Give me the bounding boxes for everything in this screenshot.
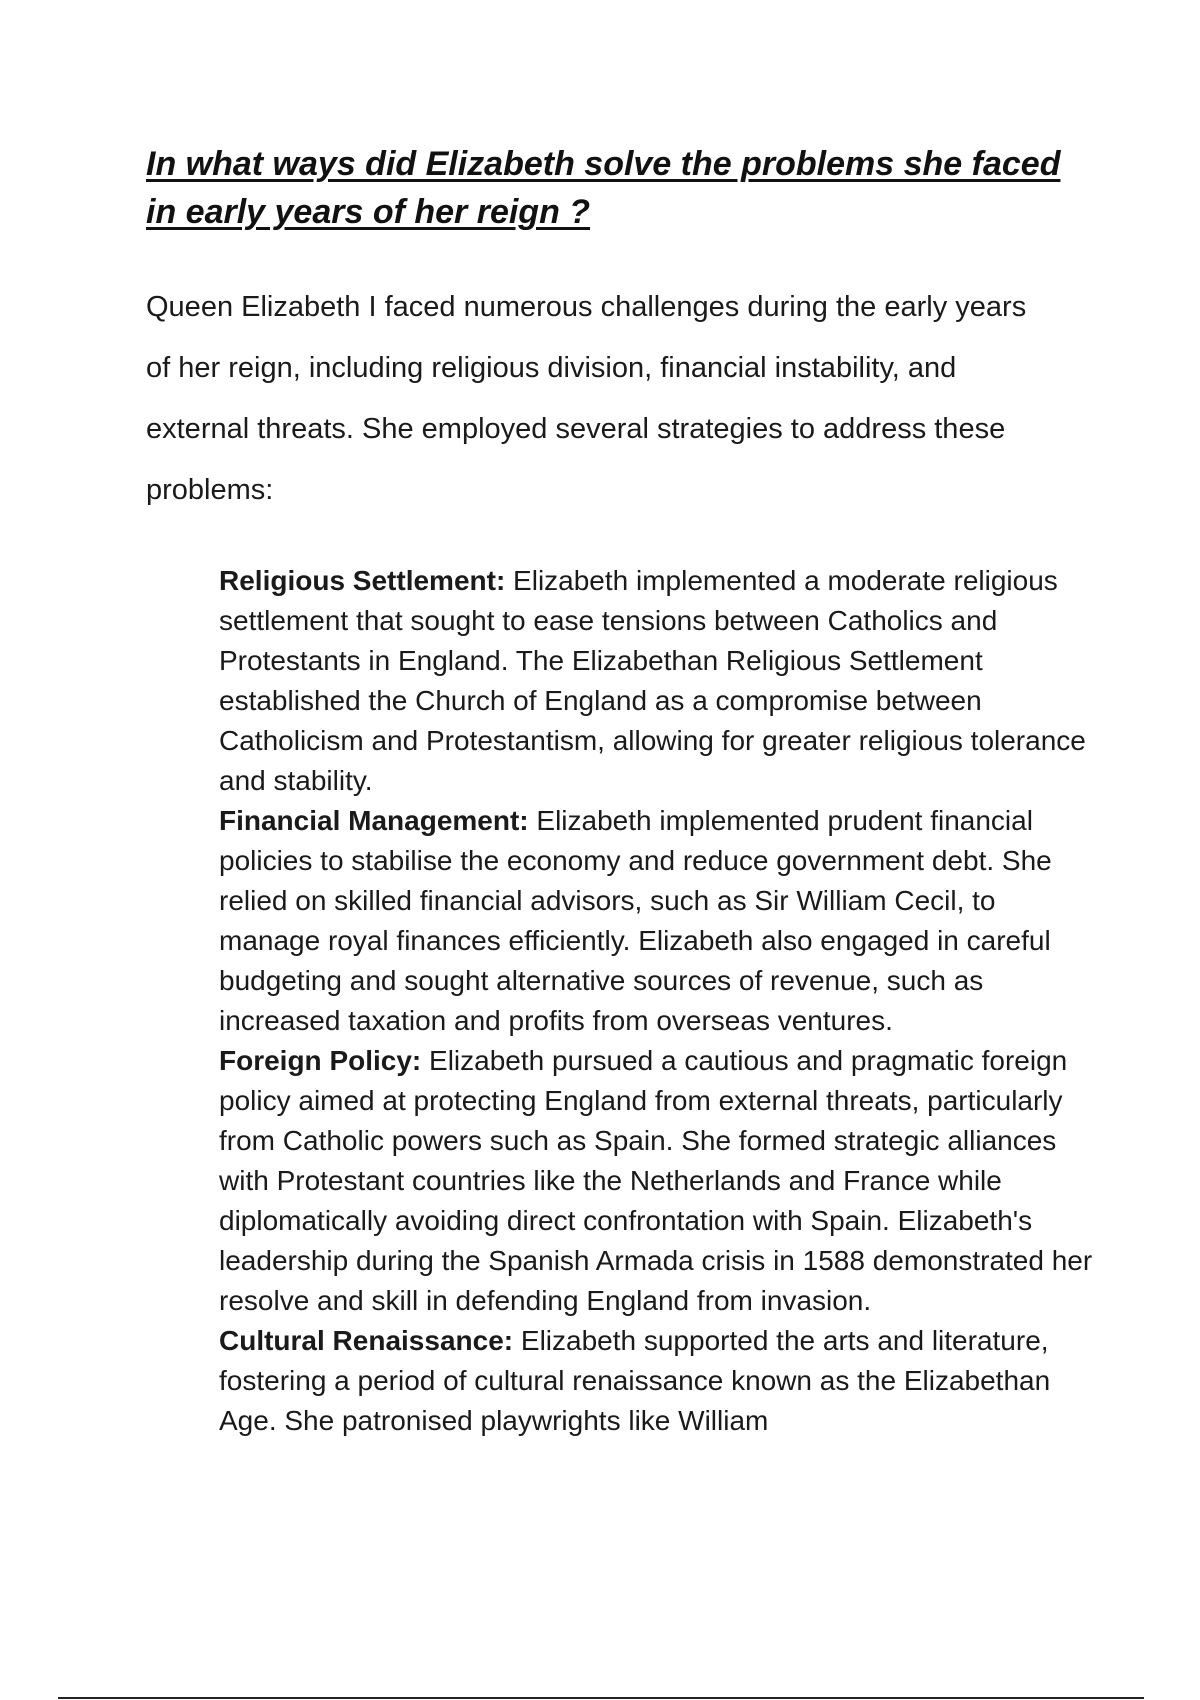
strategy-list — [219, 561, 1099, 1441]
page-bottom-rule — [58, 1697, 1144, 1699]
strategy-heading: Foreign Policy: — [219, 1045, 422, 1076]
strategy-text: Elizabeth supported the arts and literature, fostering a period of cultural renaissance known as the Elizabethan Age. She patronised playwrights like William — [219, 1325, 1051, 1436]
strategy-item-religious-settlement — [219, 561, 1099, 801]
strategy-text: Elizabeth implemented prudent financial policies to stabilise the economy and reduce government debt. She relied on skilled financial advisors, such as Sir William Cecil, to manage royal finances efficiently. Elizabeth also engaged in careful budgeting and sought alternative sources of revenue, such as increased taxation and profits from overseas ventures. — [219, 805, 1052, 1036]
strategy-item-financial-management — [219, 801, 1099, 1041]
strategy-text: Elizabeth implemented a moderate religious settlement that sought to ease tensions between Catholics and Protestants in England. The Elizabethan Religious Settlement established the Church of England as a compromise between Catholicism and Protestantism, allowing for greater religious tolerance and stability. — [219, 565, 1086, 796]
strategy-heading: Religious Settlement: — [219, 565, 506, 596]
strategy-text: Elizabeth pursued a cautious and pragmatic foreign policy aimed at protecting England from external threats, particularly from Catholic powers such as Spain. She formed strategic alliances with Protestant countries like the Netherlands and France while diplomatically avoiding direct confrontation with Spain. Elizabeth's leadership during the Spanish Armada crisis in 1588 demonstrated her resolve and skill in defending England from invasion. — [219, 1045, 1093, 1316]
strategy-item-foreign-policy — [219, 1041, 1099, 1321]
page-title: In what ways did Elizabeth solve the problems she faced in early years of her reign ? — [146, 145, 1061, 231]
strategy-item-cultural-renaissance — [219, 1321, 1099, 1441]
strategy-heading: Financial Management: — [219, 805, 529, 836]
strategy-heading: Cultural Renaissance: — [219, 1325, 514, 1356]
intro-paragraph: Queen Elizabeth I faced numerous challenges during the early years of her reign, including religious division, financial instability, and external threats. She employed several strategies to address these problems: — [146, 291, 1027, 506]
